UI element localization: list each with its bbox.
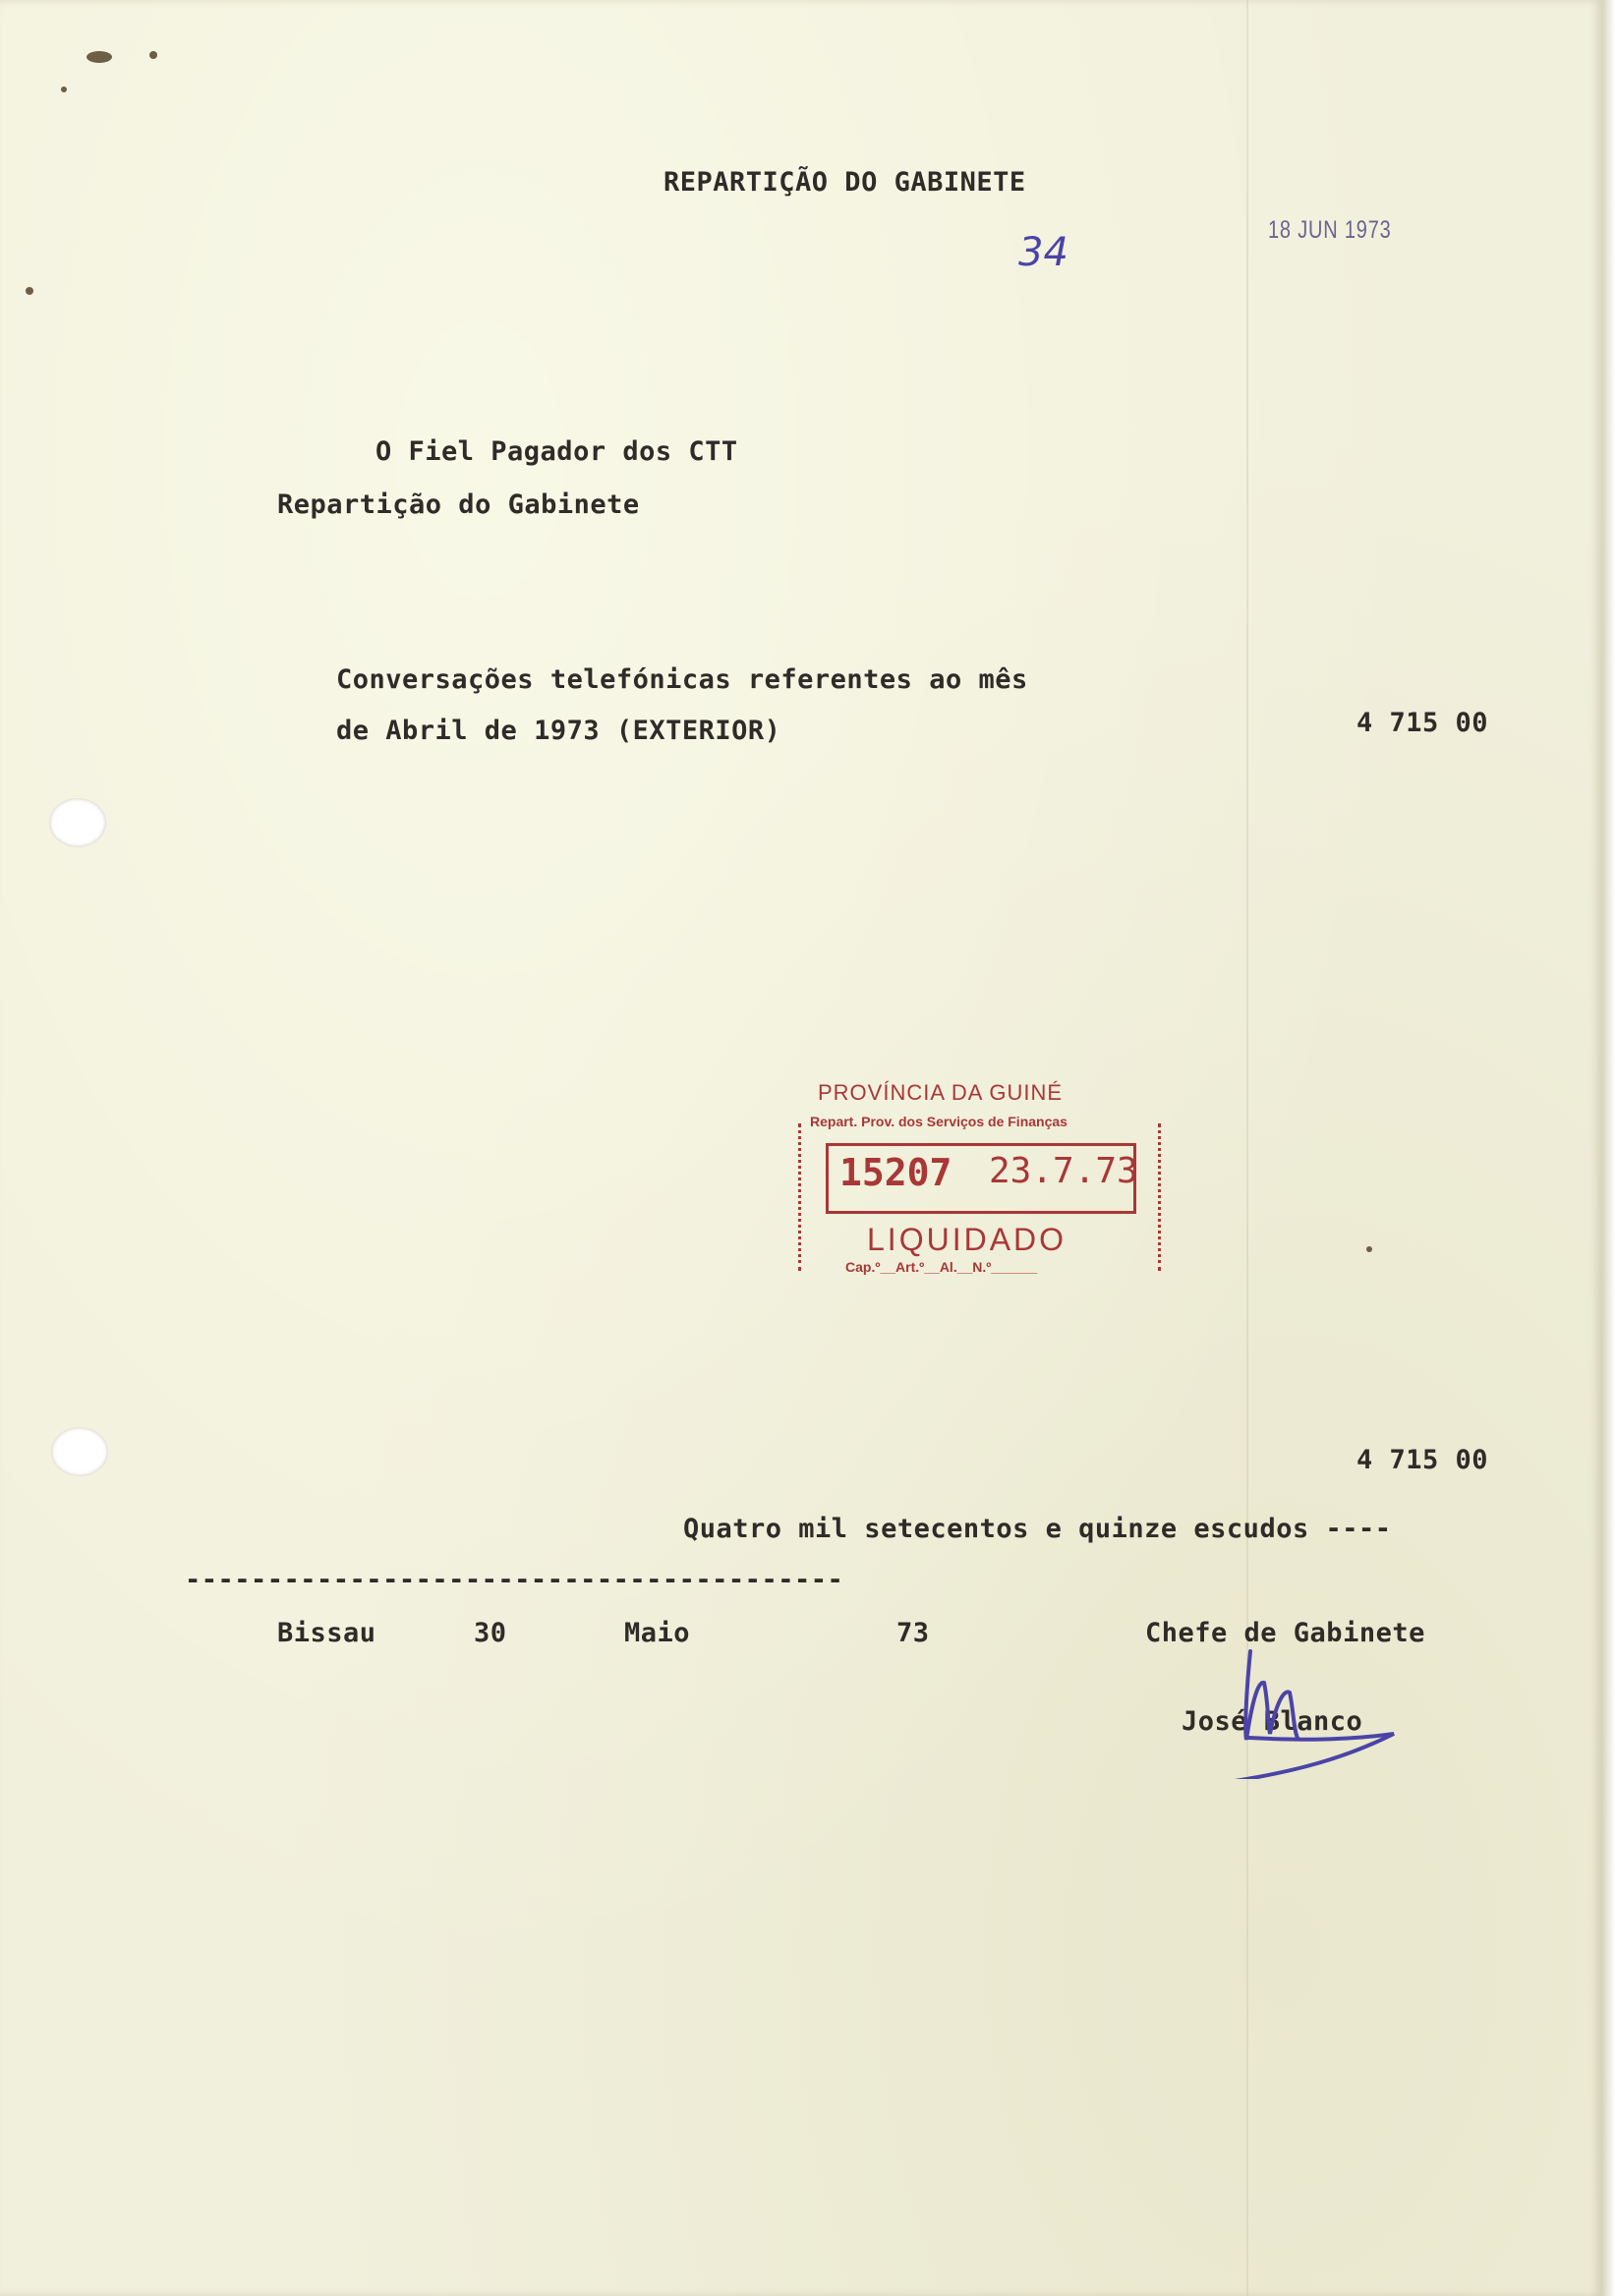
separator-rule: ---------------------------------------- <box>185 1565 844 1595</box>
signatory-role: Chefe de Gabinete <box>1145 1618 1425 1648</box>
ink-speck <box>1366 1246 1372 1252</box>
total-amount: 4 715 00 <box>1356 1445 1489 1475</box>
ink-speck <box>26 287 33 295</box>
stamp-right-border <box>1158 1123 1169 1271</box>
recipient-line-2: Repartição do Gabinete <box>277 489 640 520</box>
closing-day: 30 <box>474 1618 507 1648</box>
ink-speck <box>61 86 67 92</box>
page-edge <box>1602 0 1615 2296</box>
item-description-line-2: de Abril de 1973 (EXTERIOR) <box>336 716 781 746</box>
punch-hole-top <box>49 798 106 847</box>
finance-stamp <box>792 1074 1170 1283</box>
closing-month: Maio <box>624 1618 691 1648</box>
stamp-number: 15207 <box>839 1151 952 1194</box>
received-date-stamp: 18 JUN 1973 <box>1268 216 1392 244</box>
closing-year: 73 <box>896 1618 930 1648</box>
ink-speck <box>149 51 157 59</box>
document-title: REPARTIÇÃO DO GABINETE <box>663 167 1026 198</box>
stamp-left-border <box>798 1123 809 1271</box>
total-in-words: Quatro mil setecentos e quinze escudos ---- <box>683 1514 1392 1544</box>
signatory-name: José Blanco <box>1182 1706 1363 1737</box>
item-amount: 4 715 00 <box>1356 708 1489 738</box>
closing-place: Bissau <box>277 1618 376 1648</box>
paper-fold <box>1246 0 1248 2296</box>
stamp-status: LIQUIDADO <box>867 1222 1067 1257</box>
item-description-line-1: Conversações telefónicas referentes ao mês <box>336 664 1028 695</box>
stamp-province: PROVÍNCIA DA GUINÉ <box>818 1080 1064 1105</box>
stamp-footer: Cap.º__Art.º__Al.__N.º______ <box>845 1259 1038 1275</box>
stamp-department: Repart. Prov. dos Serviços de Finanças <box>810 1114 1067 1129</box>
stamp-date: 23.7.73 <box>989 1151 1138 1191</box>
ink-speck <box>87 51 112 63</box>
recipient-line-1: O Fiel Pagador dos CTT <box>375 436 738 467</box>
handwritten-number: 34 <box>1018 230 1068 275</box>
handwritten-signature <box>1229 1632 1406 1779</box>
punch-hole-bottom <box>51 1427 108 1476</box>
